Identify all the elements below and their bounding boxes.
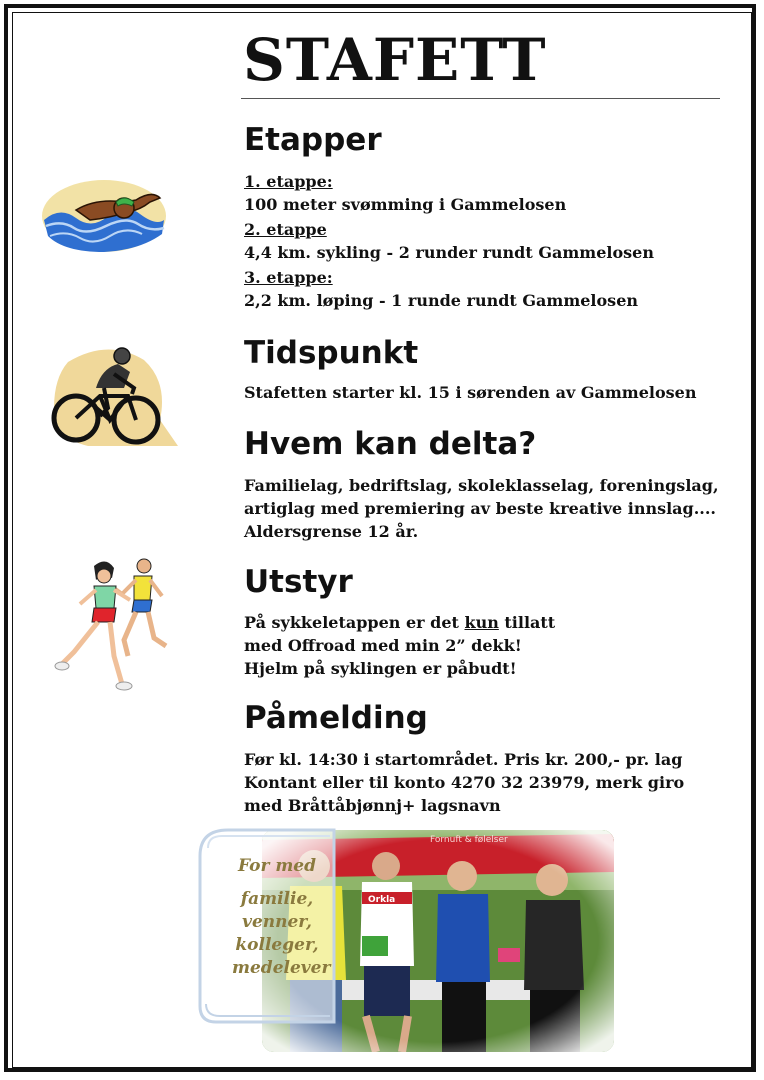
hvem-line: Familielag, bedriftslag, skoleklasselag, foreningslag, bbox=[244, 476, 719, 495]
hvem-line: artiglag med premiering av beste kreative innslag.... bbox=[244, 499, 716, 518]
ribbon-line: For med bbox=[237, 856, 317, 876]
utstyr-heading: Utstyr bbox=[244, 564, 353, 600]
runners-icon bbox=[54, 556, 170, 692]
utstyr-line-3: Hjelm på syklingen er påbudt! bbox=[244, 659, 517, 678]
stage-text: 100 meter svømming i Gammelosen bbox=[244, 195, 567, 214]
swimmer-icon bbox=[40, 176, 168, 256]
stage-text: 2,2 km. løping - 1 runde rundt Gammelosen bbox=[244, 291, 638, 310]
section-utstyr bbox=[244, 562, 734, 680]
pamelding-text bbox=[244, 748, 734, 817]
ribbon-line: kolleger, bbox=[235, 935, 319, 955]
pamelding-line: med Bråttåbjønnj+ lagsnavn bbox=[244, 796, 501, 815]
stage-item-2 bbox=[244, 218, 734, 264]
utstyr-line-2: med Offroad med min 2” dekk! bbox=[244, 636, 522, 655]
pamelding-line: Kontant eller til konto 4270 32 23979, merk giro bbox=[244, 773, 685, 792]
stage-item-3 bbox=[244, 266, 734, 312]
pamelding-heading: Påmelding bbox=[244, 700, 428, 736]
stage-label: 3. etappe: bbox=[244, 268, 333, 287]
section-pamelding bbox=[244, 698, 734, 817]
stage-list bbox=[244, 170, 734, 312]
stage-text: 4,4 km. sykling - 2 runder rundt Gammelosen bbox=[244, 243, 654, 262]
utstyr-line-1-pre: På sykkeletappen er det bbox=[244, 613, 465, 632]
ribbon-line: medelever bbox=[232, 958, 331, 978]
tidspunkt-heading: Tidspunkt bbox=[244, 335, 419, 371]
cyclist-icon bbox=[48, 342, 180, 452]
section-tidspunkt bbox=[244, 333, 734, 404]
stage-item-1 bbox=[244, 170, 734, 216]
utstyr-line-1-post: tillatt bbox=[498, 613, 556, 632]
title-divider bbox=[241, 98, 720, 99]
ribbon-caption bbox=[232, 855, 331, 980]
utstyr-text bbox=[244, 611, 734, 680]
page-title: STAFETT bbox=[243, 26, 547, 94]
utstyr-line-1 bbox=[244, 611, 734, 634]
utstyr-emphasis: kun bbox=[464, 613, 499, 632]
section-etapper bbox=[244, 120, 734, 314]
stage-label: 2. etappe bbox=[244, 220, 327, 239]
ribbon-line: venner, bbox=[242, 912, 312, 932]
tidspunkt-text: Stafetten starter kl. 15 i sørenden av Gammelosen bbox=[244, 383, 697, 402]
etapper-heading: Etapper bbox=[244, 122, 382, 158]
pamelding-line: Før kl. 14:30 i startområdet. Pris kr. 200,- pr. lag bbox=[244, 750, 683, 769]
hvem-heading: Hvem kan delta? bbox=[244, 426, 537, 462]
section-hvem-kan-delta bbox=[244, 424, 734, 543]
hvem-text bbox=[244, 474, 734, 543]
stage-label: 1. etappe: bbox=[244, 172, 333, 191]
ribbon-line: familie, bbox=[240, 889, 314, 909]
hvem-line: Aldersgrense 12 år. bbox=[244, 522, 419, 541]
